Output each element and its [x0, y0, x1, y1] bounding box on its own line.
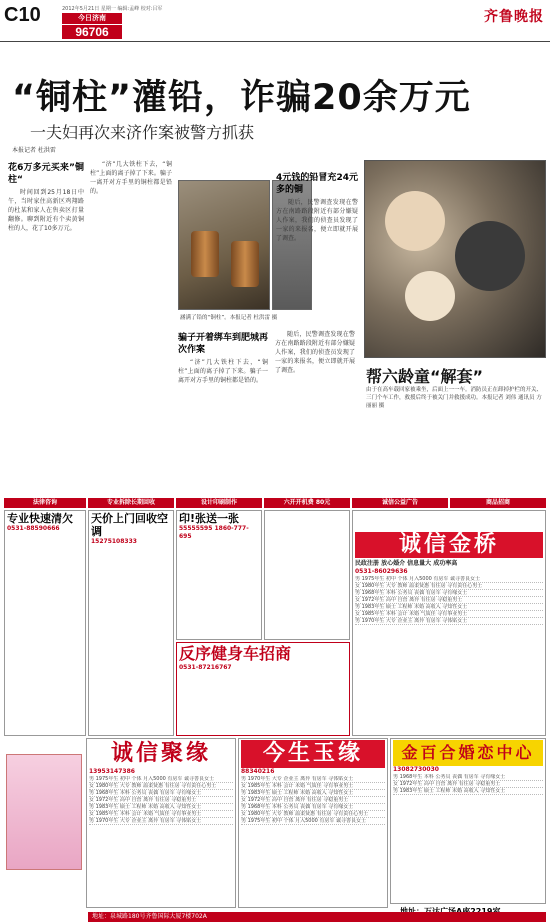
listing-row: 女 1972年生 高中 自营 离异 有住房 寻稳重男士 — [393, 781, 543, 788]
ad-column-header: 法律咨询 — [4, 498, 86, 508]
lady-illustration — [6, 754, 82, 870]
masthead — [0, 0, 550, 42]
listing-row: 女 1980年生 大专 教师 温柔贤惠 有住房 寻有责任心男士 — [355, 583, 543, 590]
listing-row: 男 1968年生 本科 公务员 丧偶 有房车 寻有缘女士 — [241, 804, 385, 811]
listing-row: 男 1983年生 硕士 工程师 未婚 高收入 寻知性女士 — [241, 790, 385, 797]
column-text: “济”几大铁柱下去，“铜柱”上面的离子掉了下来。骗子一离开对方手里的铜柱都是铅的。 — [178, 359, 268, 384]
ad-tagline: 民政注册 放心婚介 信息量大 成功率高 — [355, 560, 458, 567]
article-column-3b — [275, 330, 355, 470]
ad-title: 诚信金桥 — [355, 532, 543, 558]
column-title: 骗子开着绑车到肥城再次作案 — [178, 333, 268, 355]
ad-column-header: 诚信公益广告 — [352, 498, 448, 508]
listing-row: 女 1972年生 高中 自营 离异 有住房 寻稳重男士 — [355, 597, 543, 604]
ad-phone: 13082730030 — [393, 766, 439, 773]
ad-aircon-recycling — [88, 510, 174, 736]
article-column-3 — [276, 170, 358, 320]
section-tag: 今日济南 — [62, 13, 122, 24]
article-column-2 — [90, 160, 172, 470]
listing-row: 女 1980年生 大专 教师 温柔贤惠 有住房 寻有责任心男士 — [241, 811, 385, 818]
ad-chengxin-juyuan — [86, 738, 236, 908]
listing-row: 男 1975年生 初中 个体 月入5000 有房车 诚寻善良女士 — [89, 776, 233, 783]
listing-row: 男 1968年生 本科 公务员 丧偶 有房车 寻有缘女士 — [355, 590, 543, 597]
ad-printing — [176, 510, 262, 640]
column-text: 时间回到25月18日中午，当时家住高新区鸡翔路的杜某和家人在售卖区打量翻修。聊到附近有个卖黄铜柱的人，花了10多万元。 — [8, 189, 84, 232]
listing-row: 女 1980年生 大专 教师 温柔贤惠 有住房 寻有责任心男士 — [89, 783, 233, 790]
ad-title: 今生玉缘 — [241, 740, 385, 768]
main-photo — [364, 160, 546, 358]
photo-title: 帮六龄童“解套” — [366, 367, 484, 386]
hotline-number: 96706 — [62, 25, 122, 39]
listing-row: 男 1983年生 硕士 工程师 未婚 高收入 寻知性女士 — [355, 604, 543, 611]
ad-phone: 15275108333 — [91, 538, 137, 545]
listing-row: 男 1983年生 硕士 工程师 未婚 高收入 寻知性女士 — [89, 804, 233, 811]
ad-column-header: 商品招商 — [450, 498, 546, 508]
listing-row: 女 1985年生 本科 会计 未婚 气质佳 寻有事业男士 — [89, 811, 233, 818]
ad-column-header: 专业拆除长期回收 — [88, 498, 174, 508]
ad-phone: 0531-87216767 — [179, 664, 232, 671]
ad-column-header: 六开开机费 80元 — [264, 498, 350, 508]
listing-row: 男 1970年生 大专 企业主 离异 有房车 寻体贴女士 — [355, 618, 543, 625]
ad-title: 金百合婚恋中心 — [393, 740, 543, 766]
article-column-1 — [8, 160, 84, 470]
photo-caption: 涵满了铅的“铜柱”。本报记者 杜洪雷 摄 — [180, 315, 278, 321]
column-title: 4元钱的铅冒充24元多的铜 — [276, 173, 358, 195]
ad-title: 反序健身车招商 — [179, 644, 292, 663]
ad-debt-collection — [4, 510, 86, 736]
byline: 本报记者 杜洪雷 — [12, 147, 56, 154]
ad-title: 天价上门回收空调 — [91, 512, 168, 538]
listing-row: 男 1983年生 硕士 工程师 未婚 高收入 寻知性女士 — [393, 788, 543, 795]
ad-misc — [264, 510, 350, 640]
ad-phone: 13953147386 — [89, 768, 135, 775]
listing-row: 男 1970年生 大专 企业主 离异 有房车 寻体贴女士 — [241, 776, 385, 783]
footer-strip: 地址：泉城路180号齐鲁国际大厦7楼702A — [88, 912, 546, 922]
ad-jinsheng-yuyuan — [238, 738, 388, 908]
listing-row: 男 1975年生 初中 个体 月入5000 有房车 诚寻善良女士 — [355, 576, 543, 583]
ad-title: 印!张送一张 — [179, 512, 240, 525]
ad-title: 诚信聚缘 — [110, 741, 211, 766]
ad-jinbaihe — [390, 738, 546, 904]
ad-phone: 0531-86029636 — [355, 568, 408, 575]
column-text: 随后，民警调查发现在警方在南路路段附近有部分嫌疑人作案，我们的侦查员发现了一家的来报名，便立即就开展了调查。 — [276, 199, 358, 242]
listing-row: 女 1985年生 本科 会计 未婚 气质佳 寻有事业男士 — [241, 783, 385, 790]
column-text: “济”几大铁柱下去，“铜柱”上面的离子掉了下来。骗子一离开对方手里的铜柱都是铅的。 — [90, 161, 172, 195]
date-line: 2012年5月21日 星期一 编辑:孟峰 校对:吕军 — [62, 6, 163, 12]
ingot-photo — [178, 180, 270, 310]
headline: “铜柱”灌铅，诈骗20余万元 — [12, 78, 471, 118]
listing-row: 男 1968年生 本科 公务员 丧偶 有房车 寻有缘女士 — [89, 790, 233, 797]
ad-matchmaking-jinqiao — [352, 510, 546, 736]
ad-column-header: 设计印刷制作 — [176, 498, 262, 508]
paper-logo: 齐鲁晚报 — [484, 9, 544, 25]
column-text: 随后，民警调查发现在警方在南路路段附近有部分嫌疑人作案，我们的侦查员发现了一家的来报名，便立即就开展了调查。 — [275, 331, 355, 374]
listing-row: 女 1972年生 高中 自营 离异 有住房 寻稳重男士 — [89, 797, 233, 804]
listing-row: 男 1975年生 初中 个体 月入5000 有房车 诚寻善良女士 — [241, 818, 385, 825]
page-number: C10 — [4, 4, 41, 26]
ad-fitness — [176, 642, 350, 736]
ad-title: 专业快速清欠 — [7, 512, 73, 525]
ad-phone: 88340216 — [241, 768, 275, 775]
listing-row: 男 1970年生 大专 企业主 离异 有房车 寻体贴女士 — [89, 818, 233, 825]
subheadline: 一夫妇再次来济作案被警方抓获 — [30, 123, 255, 142]
ad-phone: 0531-88590666 — [7, 525, 60, 532]
listing-row: 女 1972年生 高中 自营 离异 有住房 寻稳重男士 — [241, 797, 385, 804]
article-column-2b — [178, 330, 268, 470]
ad-phone: 55555595 1860-777-695 — [179, 525, 249, 540]
column-title: 花6万多元买来”铜柱“ — [8, 163, 84, 185]
listing-row: 男 1968年生 本科 公务员 丧偶 有房车 寻有缘女士 — [393, 774, 543, 781]
listing-row: 女 1985年生 本科 会计 未婚 气质佳 寻有事业男士 — [355, 611, 543, 618]
photo-description: 由于在高车载回家被乘坐，后面上一一车。消防员正在卸掉护栏的开关、三门个车工作，救援后终于被关门并救援成功。本报记者 刘伟 通讯员 方丽丽 摄 — [366, 387, 543, 409]
